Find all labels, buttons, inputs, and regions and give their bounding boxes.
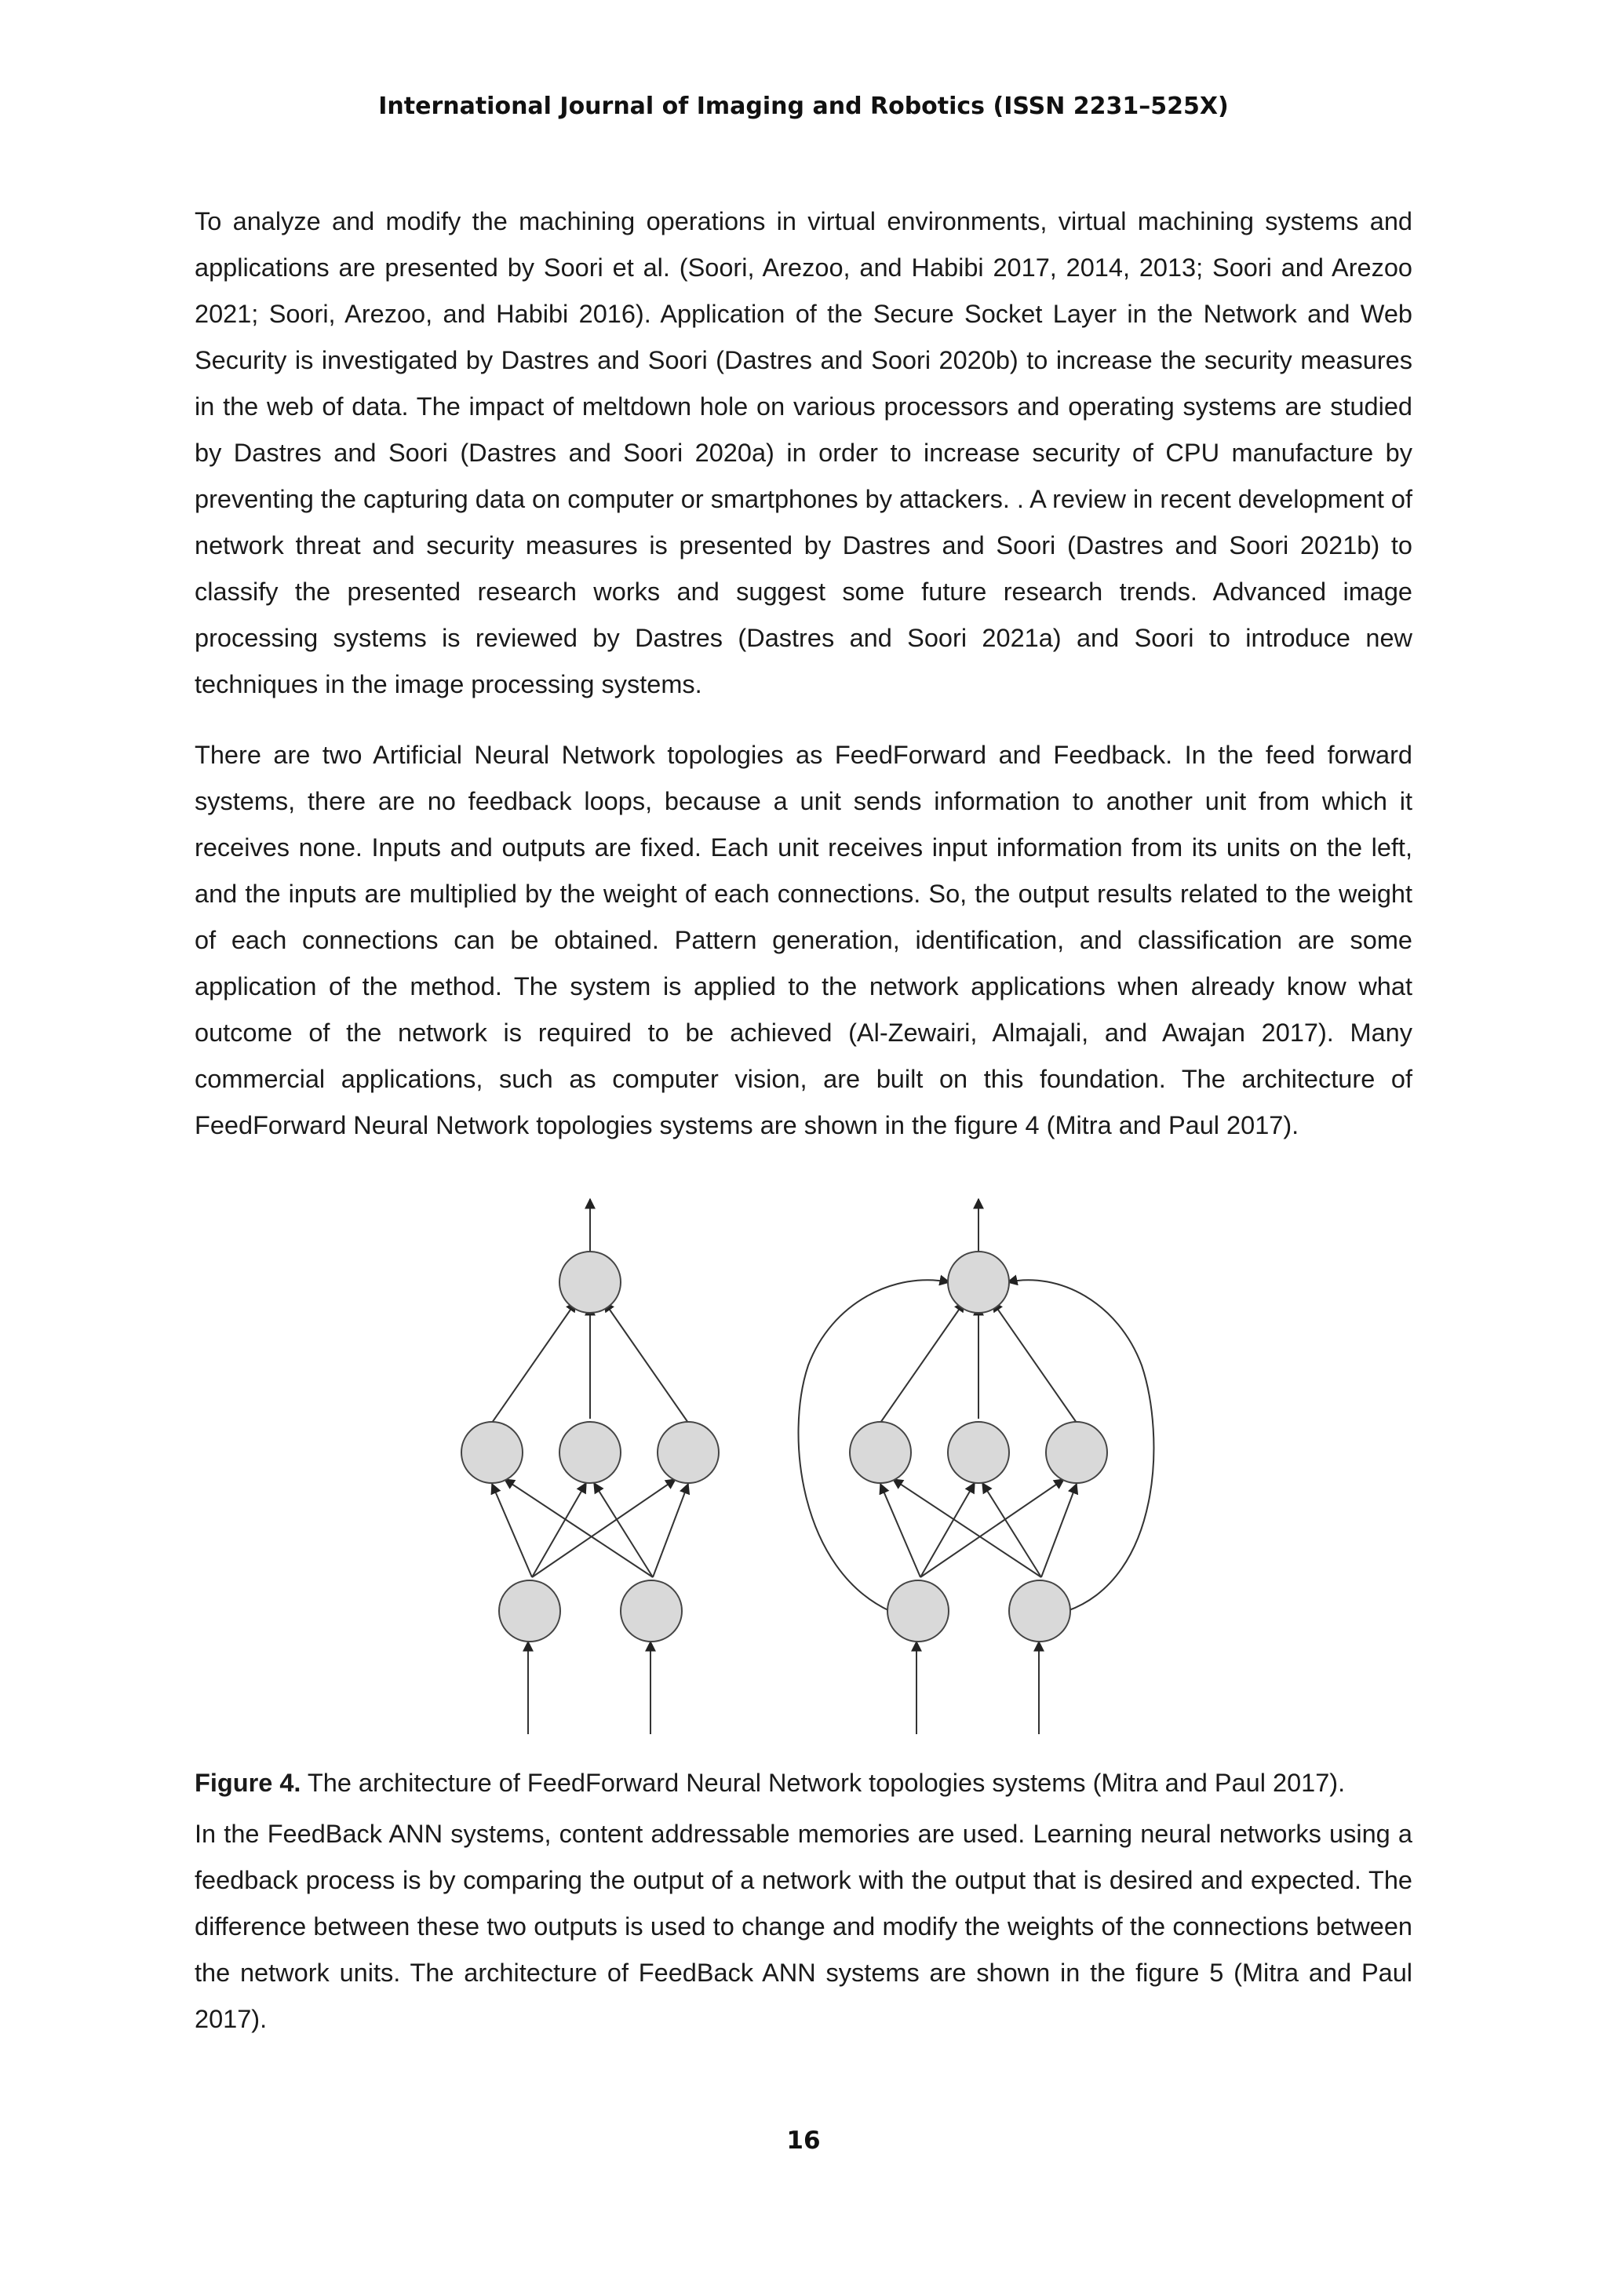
figure-label: Figure 4.: [195, 1769, 301, 1797]
hidden-node: [850, 1422, 911, 1483]
input-node: [499, 1580, 560, 1642]
edge: [594, 1483, 653, 1577]
edge: [492, 1484, 532, 1577]
edge: [920, 1479, 1064, 1577]
edge: [880, 1484, 920, 1577]
edge: [880, 1302, 964, 1423]
edge: [893, 1479, 1041, 1577]
input-node: [1009, 1580, 1070, 1642]
edge: [993, 1302, 1077, 1423]
edge: [982, 1483, 1041, 1577]
edge: [1041, 1484, 1077, 1577]
input-node: [621, 1580, 682, 1642]
paragraph-2: There are two Artificial Neural Network topologies as FeedForward and Feedback. In the feed forward systems, there are no feedback loops, because a unit sends information to another unit from which it receives none. Inputs and outputs are fixed. Each unit receives input information from its units on the left, and the inputs are multiplied by the weight of each connections. So, the output results related to the weight of each connections can be obtained. Pattern generation, identification, and classification are some application of the method. The system is applied to the network applications when already know what outcome of the network is required to be achieved (Al-Zewairi, Almajali, and Awajan 2017). Many commercial applications, such as computer vision, are built on this foundation. The architecture of FeedForward Neural Network topologies systems are shown in the figure 4 (Mitra and Paul 2017).: [195, 741, 1412, 1139]
journal-header: International Journal of Imaging and Robotics (ISSN 2231–525X): [378, 93, 1229, 120]
page-number: 16: [786, 2127, 821, 2155]
figure-caption: [195, 1760, 1419, 1806]
hidden-node: [948, 1422, 1009, 1483]
edge: [653, 1484, 688, 1577]
edge: [604, 1302, 688, 1423]
output-node: [948, 1252, 1009, 1313]
figure-4: [439, 1185, 1161, 1746]
edge: [492, 1302, 576, 1423]
hidden-node: [1046, 1422, 1107, 1483]
paragraph-3: In the FeedBack ANN systems, content addressable memories are used. Learning neural networks using a feedback process is by comparing the output of a network with the output that is desired and expected. The difference between these two outputs is used to change and modify the weights of the connections between the network units. The architecture of FeedBack ANN systems are shown in the figure 5 (Mitra and Paul 2017).: [195, 1820, 1412, 2033]
edge: [532, 1479, 676, 1577]
neural-network-diagram: [439, 1185, 1161, 1742]
edge: [505, 1479, 653, 1577]
input-node: [887, 1580, 949, 1642]
hidden-node: [559, 1422, 621, 1483]
hidden-node: [461, 1422, 523, 1483]
figure-caption-text: The architecture of FeedForward Neural Network topologies systems (Mitra and Paul 2017).: [301, 1769, 1346, 1797]
output-node: [559, 1252, 621, 1313]
hidden-node: [658, 1422, 719, 1483]
paragraph-1: To analyze and modify the machining operations in virtual environments, virtual machining systems and applications are presented by Soori et al. (Soori, Arezoo, and Habibi 2017, 2014, 2013; Soori and Arezoo 2021; Soori, Arezoo, and Habibi 2016). Application of the Secure Socket Layer in the Network and Web Security is investigated by Dastres and Soori (Dastres and Soori 2020b) to increase the security measures in the web of data. The impact of meltdown hole on various processors and operating systems are studied by Dastres and Soori (Dastres and Soori 2020a) in order to increase security of CPU manufacture by preventing the capturing data on computer or smartphones by attackers. . A review in recent development of network threat and security measures is presented by Dastres and Soori (Dastres and Soori 2021b) to classify the presented research works and suggest some future research trends. Advanced image processing systems is reviewed by Dastres (Dastres and Soori 2021a) and Soori to introduce new techniques in the image processing systems.: [195, 207, 1412, 698]
edge: [532, 1483, 586, 1577]
edge: [920, 1483, 975, 1577]
